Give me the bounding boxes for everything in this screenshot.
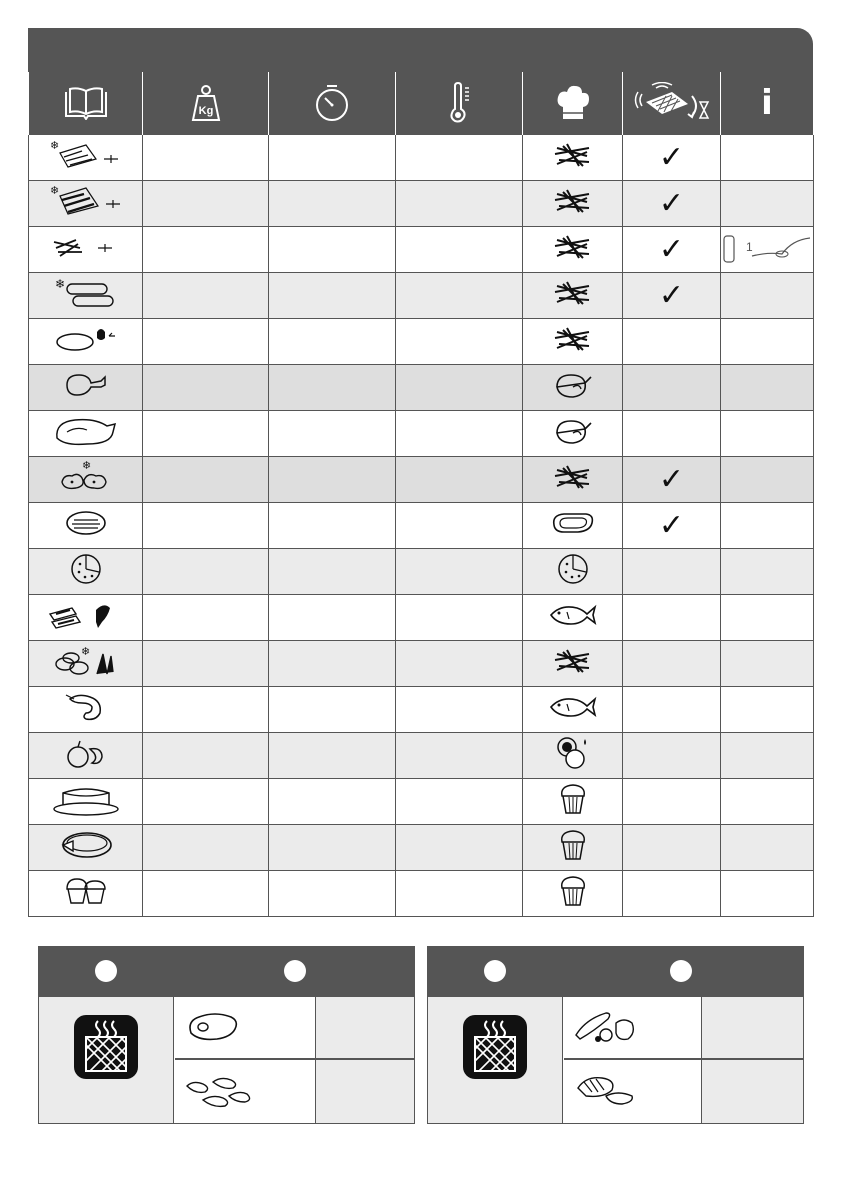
weight-cell xyxy=(143,503,269,549)
turn-food-cell xyxy=(623,457,721,503)
table-row xyxy=(29,135,814,181)
temperature-cell xyxy=(396,365,523,411)
grill-grid-icon xyxy=(553,142,593,173)
turn-food-cell xyxy=(623,595,721,641)
grill-grid-icon xyxy=(553,280,593,311)
step-2-marker xyxy=(284,960,306,982)
grill-program-cell xyxy=(428,997,563,1123)
vegetables-icon xyxy=(572,1005,638,1047)
turn-food-cell xyxy=(623,641,721,687)
grill-grid-icon xyxy=(553,188,593,219)
turn-food-cell xyxy=(623,273,721,319)
grill-item-1-value xyxy=(316,997,414,1058)
weight-cell xyxy=(143,227,269,273)
grill-program-cell xyxy=(39,997,174,1123)
weight-cell xyxy=(143,411,269,457)
tart-icon xyxy=(59,829,113,866)
grid-turn-food-icon xyxy=(632,82,712,124)
weight-cell xyxy=(143,365,269,411)
fresh-fries-icon xyxy=(46,232,126,267)
weight-cell xyxy=(143,641,269,687)
time-cell xyxy=(269,227,396,273)
table-row xyxy=(29,595,814,641)
accessory-cell xyxy=(523,135,623,181)
info-icon: i xyxy=(761,83,773,123)
table-row xyxy=(29,687,814,733)
info-cell xyxy=(721,733,814,779)
grill-item-2-value xyxy=(702,1060,803,1124)
pizza-icon xyxy=(69,552,103,591)
food-cell xyxy=(29,135,143,181)
table-row xyxy=(29,365,814,411)
temperature-cell xyxy=(396,457,523,503)
accessory-cell xyxy=(523,871,623,917)
steak-icon xyxy=(185,1007,245,1047)
accessory-cell xyxy=(523,825,623,871)
fruit-dehydrate-icon xyxy=(555,735,591,776)
fish-icon xyxy=(547,694,599,725)
accessory-cell xyxy=(523,411,623,457)
time-cell xyxy=(269,365,396,411)
frozen-croquettes-icon xyxy=(51,276,121,315)
temperature-cell xyxy=(396,411,523,457)
accessory-cell xyxy=(523,549,623,595)
accessory-cell xyxy=(523,181,623,227)
food-cell xyxy=(29,503,143,549)
timer-icon xyxy=(312,83,352,123)
turn-food-cell xyxy=(623,871,721,917)
time-cell xyxy=(269,825,396,871)
time-cell xyxy=(269,457,396,503)
table-row xyxy=(29,273,814,319)
food-cell xyxy=(29,733,143,779)
accessory-cell xyxy=(523,733,623,779)
frozen-nuggets-icon xyxy=(58,458,114,501)
weight-kg-icon xyxy=(191,84,221,122)
food-cell xyxy=(29,687,143,733)
grill-item-1 xyxy=(564,997,701,1058)
header-turn-food xyxy=(623,72,721,135)
turn-food-cell xyxy=(623,503,721,549)
turn-food-cell xyxy=(623,779,721,825)
table-row xyxy=(29,549,814,595)
temperature-cell xyxy=(396,779,523,825)
weight-cell xyxy=(143,181,269,227)
steak-icon xyxy=(550,509,596,542)
svg-text:❄: ❄ xyxy=(81,460,91,472)
time-cell xyxy=(269,503,396,549)
turn-food-cell xyxy=(623,733,721,779)
info-cell xyxy=(721,549,814,595)
temperature-cell xyxy=(396,825,523,871)
step-1-marker xyxy=(484,960,506,982)
weight-cell xyxy=(143,779,269,825)
accessory-cell xyxy=(523,319,623,365)
table-row xyxy=(29,825,814,871)
temperature-cell xyxy=(396,549,523,595)
info-cell xyxy=(721,687,814,733)
cooking-table xyxy=(28,72,814,917)
food-cell xyxy=(29,549,143,595)
weight-cell xyxy=(143,319,269,365)
weight-cell xyxy=(143,733,269,779)
food-cell xyxy=(29,595,143,641)
header-recipe xyxy=(29,72,143,135)
fish-fillet-icon xyxy=(46,600,126,635)
header-time xyxy=(269,72,396,135)
grill-grid-icon xyxy=(553,464,593,495)
turn-food-cell xyxy=(623,825,721,871)
temperature-cell xyxy=(396,319,523,365)
grill-item-2-value xyxy=(316,1060,414,1124)
accessory-cell xyxy=(523,457,623,503)
roast-chicken-icon xyxy=(553,415,593,452)
table-row xyxy=(29,871,814,917)
temperature-cell xyxy=(396,733,523,779)
shrimp-icon xyxy=(64,691,108,728)
muffin-icon xyxy=(558,874,588,913)
thermometer-icon xyxy=(446,82,472,124)
temperature-cell xyxy=(396,871,523,917)
time-cell xyxy=(269,779,396,825)
check-icon: ✓ xyxy=(658,507,685,543)
info-cell xyxy=(721,825,814,871)
step-2-marker xyxy=(670,960,692,982)
sausages-icon xyxy=(183,1072,253,1112)
weight-cell xyxy=(143,273,269,319)
food-cell xyxy=(29,181,143,227)
grill-table-2 xyxy=(427,946,804,1124)
info-cell xyxy=(721,457,814,503)
time-cell xyxy=(269,641,396,687)
weight-cell xyxy=(143,871,269,917)
food-cell xyxy=(29,871,143,917)
table-row xyxy=(29,227,814,273)
food-cell xyxy=(29,365,143,411)
temperature-cell xyxy=(396,135,523,181)
muffins-icon xyxy=(63,875,109,912)
turn-food-cell xyxy=(623,181,721,227)
accessory-cell xyxy=(523,365,623,411)
temperature-cell xyxy=(396,273,523,319)
chicken-leg-icon xyxy=(63,371,109,404)
table-row xyxy=(29,641,814,687)
accessory-cell xyxy=(523,273,623,319)
table-row xyxy=(29,733,814,779)
turn-food-cell xyxy=(623,365,721,411)
weight-cell xyxy=(143,457,269,503)
temperature-cell xyxy=(396,641,523,687)
weight-cell xyxy=(143,825,269,871)
time-cell xyxy=(269,595,396,641)
table-header xyxy=(29,72,814,135)
grill-grid-icon xyxy=(553,326,593,357)
whole-chicken-icon xyxy=(51,414,121,453)
time-cell xyxy=(269,871,396,917)
weight-cell xyxy=(143,595,269,641)
frozen-fries-thick-icon xyxy=(46,184,126,223)
info-cell xyxy=(721,181,814,227)
header-temperature xyxy=(396,72,523,135)
burger-patty-icon xyxy=(64,508,108,543)
accessory-cell xyxy=(523,595,623,641)
check-icon: ✓ xyxy=(658,277,685,313)
frozen-fries-thin-icon xyxy=(46,139,126,176)
time-cell xyxy=(269,273,396,319)
check-icon: ✓ xyxy=(658,231,685,267)
svg-text:❄: ❄ xyxy=(49,140,59,152)
time-cell xyxy=(269,411,396,457)
temperature-cell xyxy=(396,227,523,273)
svg-text:❄: ❄ xyxy=(49,185,59,197)
info-cell xyxy=(721,871,814,917)
food-cell xyxy=(29,779,143,825)
grill-table-2-header xyxy=(428,947,803,997)
table-row xyxy=(29,779,814,825)
muffin-icon xyxy=(558,782,588,821)
turn-food-cell xyxy=(623,135,721,181)
time-cell xyxy=(269,135,396,181)
time-cell xyxy=(269,733,396,779)
info-cell xyxy=(721,411,814,457)
info-cell xyxy=(721,779,814,825)
roast-chicken-icon xyxy=(553,369,593,406)
muffin-icon xyxy=(558,828,588,867)
temperature-cell xyxy=(396,181,523,227)
time-cell xyxy=(269,181,396,227)
weight-cell xyxy=(143,549,269,595)
weight-unit-label: Kg xyxy=(198,105,213,117)
time-cell xyxy=(269,319,396,365)
accessory-cell xyxy=(523,227,623,273)
info-cell xyxy=(721,227,814,273)
weight-cell xyxy=(143,687,269,733)
grill-grid-icon xyxy=(553,234,593,265)
turn-food-cell xyxy=(623,549,721,595)
frozen-onion-rings-icon xyxy=(51,644,121,683)
grill-item-1-value xyxy=(702,997,803,1058)
grill-grid-icon xyxy=(553,648,593,679)
info-cell xyxy=(721,503,814,549)
fish-icon xyxy=(547,602,599,633)
chicken-fillet-icon xyxy=(51,324,121,359)
food-cell xyxy=(29,825,143,871)
chef-hat-icon xyxy=(555,83,591,123)
check-icon: ✓ xyxy=(658,185,685,221)
grill-table-1-header xyxy=(39,947,414,997)
accessory-cell xyxy=(523,641,623,687)
header-accessory xyxy=(523,72,623,135)
oil-amount-label: 1 xyxy=(746,240,753,254)
info-cell xyxy=(721,319,814,365)
header-weight xyxy=(143,72,269,135)
accessory-cell xyxy=(523,687,623,733)
turn-food-cell xyxy=(623,411,721,457)
check-icon: ✓ xyxy=(658,461,685,497)
food-cell xyxy=(29,457,143,503)
salmon-steak-icon xyxy=(572,1068,638,1108)
info-cell xyxy=(721,365,814,411)
temperature-cell xyxy=(396,503,523,549)
food-cell xyxy=(29,411,143,457)
accessory-cell xyxy=(523,779,623,825)
turn-food-cell xyxy=(623,319,721,365)
grill-item-1 xyxy=(175,997,315,1058)
table-row xyxy=(29,457,814,503)
table-row xyxy=(29,181,814,227)
grill-program-icon xyxy=(74,1015,138,1079)
table-row xyxy=(29,319,814,365)
info-cell xyxy=(721,273,814,319)
grill-item-2 xyxy=(175,1060,315,1124)
pizza-icon xyxy=(556,552,590,591)
temperature-cell xyxy=(396,595,523,641)
table-row xyxy=(29,503,814,549)
turn-food-cell xyxy=(623,227,721,273)
time-cell xyxy=(269,687,396,733)
grill-program-icon xyxy=(463,1015,527,1079)
recipe-book-icon xyxy=(62,86,110,120)
weight-cell xyxy=(143,135,269,181)
info-cell xyxy=(721,135,814,181)
grill-item-2 xyxy=(564,1060,701,1124)
grill-table-1 xyxy=(38,946,415,1124)
time-cell xyxy=(269,549,396,595)
step-1-marker xyxy=(95,960,117,982)
title-banner xyxy=(28,28,813,72)
accessory-cell xyxy=(523,503,623,549)
turn-food-cell xyxy=(623,687,721,733)
info-cell xyxy=(721,641,814,687)
food-cell xyxy=(29,227,143,273)
svg-text:❄: ❄ xyxy=(80,646,90,658)
table-row xyxy=(29,411,814,457)
apples-icon xyxy=(64,735,108,776)
food-cell xyxy=(29,273,143,319)
check-icon: ✓ xyxy=(658,139,685,175)
temperature-cell xyxy=(396,687,523,733)
info-cell xyxy=(721,595,814,641)
food-cell xyxy=(29,641,143,687)
cake-icon xyxy=(51,781,121,822)
svg-text:❄: ❄ xyxy=(54,277,65,291)
header-info xyxy=(721,72,814,135)
food-cell xyxy=(29,319,143,365)
oil-spoon-icon xyxy=(722,230,812,269)
